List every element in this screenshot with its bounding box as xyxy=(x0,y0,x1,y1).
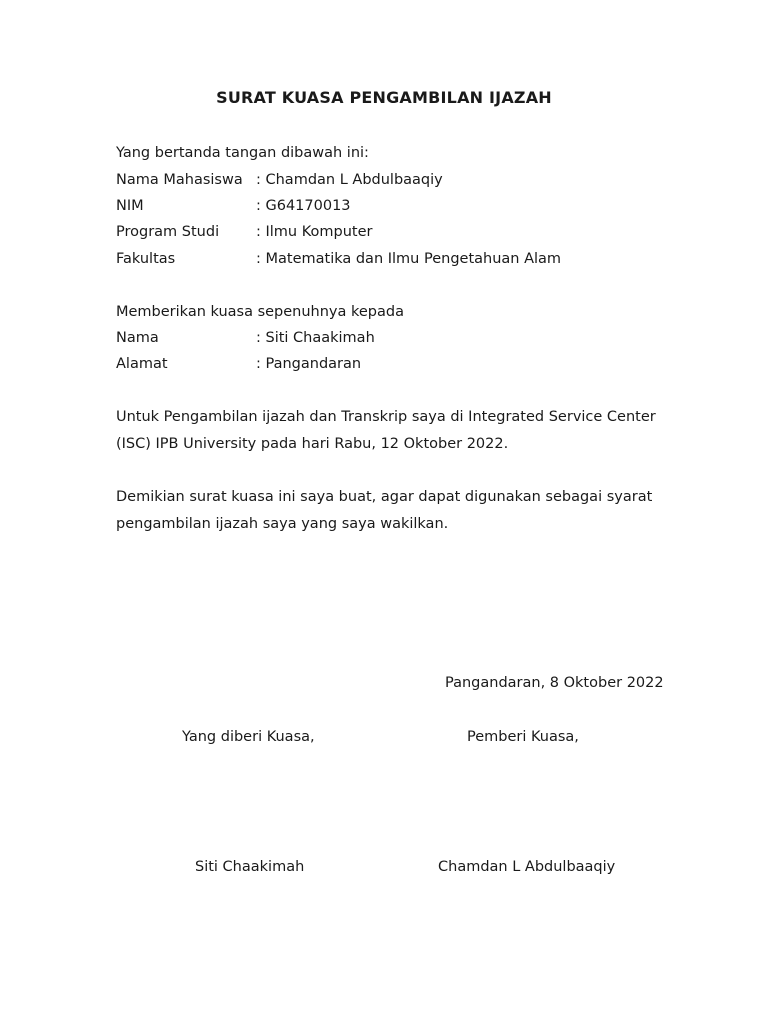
closing-line-1: Demikian surat kuasa ini saya buat, agar dapat digunakan sebagai syarat xyxy=(116,489,653,505)
grantor-name-value: : Chamdan L Abdulbaaqiy xyxy=(256,172,443,188)
grantor-name-row xyxy=(116,170,443,190)
grantee-address-row xyxy=(116,354,361,374)
grantor-nim-row xyxy=(116,196,351,216)
grantor-role: Pemberi Kuasa, xyxy=(467,729,579,745)
grantor-program-row xyxy=(116,222,372,242)
grantor-faculty-row xyxy=(116,249,561,269)
grant-intro-text: Memberikan kuasa sepenuhnya kepada xyxy=(116,304,404,320)
grantee-signature-name: Siti Chaakimah xyxy=(195,859,305,875)
grantee-address-value: : Pangandaran xyxy=(256,356,362,372)
grantor-signature-name: Chamdan L Abdulbaaqiy xyxy=(438,859,616,875)
grantee-name-value: : Siti Chaakimah xyxy=(256,330,375,346)
purpose-line-2: (ISC) IPB University pada hari Rabu, 12 Oktober 2022. xyxy=(116,436,509,452)
grantor-name-label: Nama Mahasiswa xyxy=(116,172,243,188)
closing-line-2: pengambilan ijazah saya yang saya wakilkan. xyxy=(116,516,449,532)
grantor-program-label: Program Studi xyxy=(116,224,220,240)
grantee-name-label: Nama xyxy=(116,330,159,346)
intro-text: Yang bertanda tangan dibawah ini: xyxy=(116,145,369,161)
grantor-faculty-label: Fakultas xyxy=(116,251,176,267)
grantee-name-row xyxy=(116,328,375,348)
grantor-program-value: : Ilmu Komputer xyxy=(256,224,373,240)
grantee-role: Yang diberi Kuasa, xyxy=(182,729,315,745)
grantor-nim-value: : G64170013 xyxy=(256,198,351,214)
purpose-line-1: Untuk Pengambilan ijazah dan Transkrip saya di Integrated Service Center xyxy=(116,409,656,425)
grantor-faculty-value: : Matematika dan Ilmu Pengetahuan Alam xyxy=(256,251,562,267)
letter-title: SURAT KUASA PENGAMBILAN IJAZAH xyxy=(216,88,552,107)
grantor-nim-label: NIM xyxy=(116,198,144,214)
grantee-address-label: Alamat xyxy=(116,356,168,372)
place-date: Pangandaran, 8 Oktober 2022 xyxy=(445,675,664,691)
